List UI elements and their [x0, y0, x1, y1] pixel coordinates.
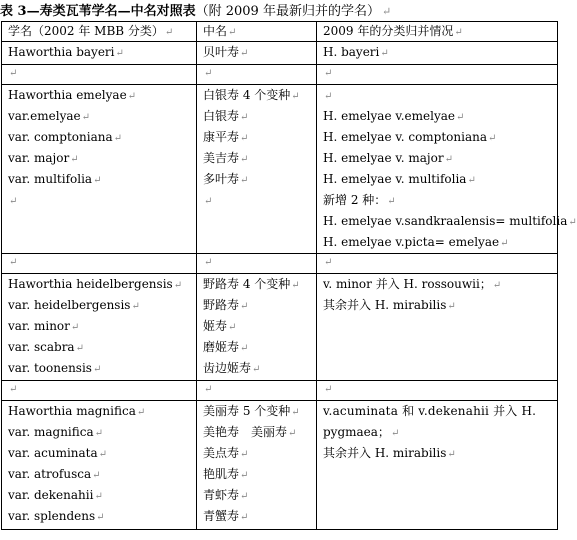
paragraph-mark-icon: ↵ — [240, 491, 249, 502]
paragraph-mark-icon: ↵ — [240, 449, 249, 460]
paragraph-mark-icon: ↵ — [164, 27, 174, 38]
name-comparison-table — [1, 21, 577, 530]
paragraph-mark-icon: ↵ — [454, 27, 463, 38]
paragraph-mark-icon: ↵ — [252, 364, 261, 375]
caption-note: （附 2009 年最新归并的学名） — [195, 4, 380, 19]
paragraph-mark-icon: ↵ — [204, 257, 213, 268]
bayeri-scientific-cell: Haworthia bayeri↵ — [2, 42, 197, 65]
paragraph-mark-icon: ↵ — [387, 196, 396, 207]
emelyae-merge-cell: ↵ H. emelyae v.emelyae↵ H. emelyae v. comptoniana↵ H. emelyae v. major↵ H. emelyae v. multifolia↵ 新增 2 种：↵ H. emelyae v.sandkraalensis= multifolia↵ H. emelyae v.picta= emelyae↵ — [317, 85, 558, 254]
table-row — [2, 274, 558, 381]
magnifica-merge-cell: v.acuminata 和 v.dekenahii 并入 H. pygmaea；↵ 其余并入 H. mirabilis↵ — [317, 401, 558, 530]
paragraph-mark-icon: ↵ — [204, 196, 213, 207]
emelyae-chinese-cell: 白银寿 4 个变种↵ 白银寿↵ 康平寿↵ 美吉寿↵ 多叶寿↵ ↵ — [197, 85, 317, 254]
paragraph-mark-icon: ↵ — [204, 384, 213, 395]
paragraph-mark-icon: ↵ — [127, 91, 137, 102]
paragraph-mark-icon: ↵ — [390, 428, 400, 439]
magnifica-chinese-cell: 美丽寿 5 个变种↵ 美艳寿 美丽寿↵ 美点寿↵ 艳肌寿↵ 青虾寿↵ 青蟹寿↵ — [197, 401, 317, 530]
header-cell-2009-merge: 2009 年的分类归并情况↵ — [317, 22, 558, 42]
paragraph-mark-icon: ↵ — [240, 133, 249, 144]
paragraph-mark-icon: ↵ — [447, 449, 456, 460]
header-cell-scientific-name: 学名（2002 年 MBB 分类）↵ — [2, 22, 197, 42]
paragraph-mark-icon: ↵ — [324, 91, 333, 102]
paragraph-mark-icon: ↵ — [70, 322, 80, 333]
table-caption — [0, 2, 560, 22]
paragraph-mark-icon: ↵ — [9, 384, 18, 395]
paragraph-mark-icon: ↵ — [9, 68, 18, 79]
paragraph-mark-icon: ↵ — [240, 112, 249, 123]
paragraph-mark-icon: ↵ — [92, 364, 102, 375]
paragraph-mark-icon: ↵ — [324, 384, 333, 395]
paragraph-mark-icon: ↵ — [70, 154, 79, 165]
magnifica-scientific-cell: Haworthia magnifica↵ var. magnifica↵ var. acuminata↵ var. atrofusca↵ var. dekenahii↵ var. splendens↵ — [2, 401, 197, 530]
paragraph-mark-icon: ↵ — [240, 470, 249, 481]
spacer-row — [2, 254, 558, 274]
paragraph-mark-icon: ↵ — [228, 322, 237, 333]
paragraph-mark-icon: ↵ — [115, 48, 124, 59]
paragraph-mark-icon: ↵ — [92, 470, 101, 481]
paragraph-mark-icon: ↵ — [204, 68, 213, 79]
paragraph-mark-icon: ↵ — [240, 154, 249, 165]
table-row — [2, 401, 558, 530]
paragraph-mark-icon: ↵ — [568, 217, 577, 228]
paragraph-mark-icon: ↵ — [131, 301, 140, 312]
paragraph-mark-icon: ↵ — [488, 133, 497, 144]
paragraph-mark-icon: ↵ — [173, 280, 183, 291]
paragraph-mark-icon: ↵ — [93, 175, 102, 186]
paragraph-mark-icon: ↵ — [324, 257, 333, 268]
paragraph-mark-icon: ↵ — [492, 280, 502, 291]
paragraph-mark-icon: ↵ — [96, 512, 105, 523]
paragraph-mark-icon: ↵ — [288, 428, 297, 439]
emelyae-scientific-cell: Haworthia emelyae↵ var.emelyae↵ var. comptoniana↵ var. major↵ var. multifolia↵ ↵ — [2, 85, 197, 254]
paragraph-mark-icon: ↵ — [240, 301, 249, 312]
paragraph-mark-icon: ↵ — [9, 196, 18, 207]
paragraph-mark-icon: ↵ — [324, 68, 333, 79]
caption-title: —寿类瓦苇学名—中名对照表 — [26, 4, 196, 19]
heidelbergensis-merge-cell: v. minor 并入 H. rossouwii；↵ 其余并入 H. mirabilis↵ — [317, 274, 558, 381]
paragraph-mark-icon: ↵ — [94, 428, 104, 439]
paragraph-mark-icon: ↵ — [291, 280, 300, 291]
paragraph-mark-icon: ↵ — [9, 257, 18, 268]
paragraph-mark-icon: ↵ — [136, 407, 146, 418]
paragraph-mark-icon: ↵ — [240, 175, 249, 186]
paragraph-mark-icon: ↵ — [444, 154, 453, 165]
spacer-row — [2, 381, 558, 401]
heidelbergensis-scientific-cell: Haworthia heidelbergensis↵ var. heidelbergensis↵ var. minor↵ var. scabra↵ var. toonensis↵ — [2, 274, 197, 381]
paragraph-mark-icon: ↵ — [291, 407, 300, 418]
paragraph-mark-icon: ↵ — [380, 48, 389, 59]
paragraph-mark-icon: ↵ — [240, 343, 249, 354]
paragraph-mark-icon: ↵ — [81, 112, 91, 123]
paragraph-mark-icon: ↵ — [98, 449, 108, 460]
bayeri-chinese-cell: 贝叶寿↵ — [197, 42, 317, 65]
table-row — [2, 85, 558, 254]
bayeri-merge-cell: H. bayeri↵ — [317, 42, 558, 65]
paragraph-mark-icon: ↵ — [240, 48, 249, 59]
paragraph-mark-icon: ↵ — [447, 301, 456, 312]
spacer-row — [2, 65, 558, 85]
paragraph-mark-icon: ↵ — [456, 112, 465, 123]
paragraph-mark-icon: ↵ — [291, 91, 300, 102]
caption-label: 表 3 — [0, 4, 27, 19]
header-cell-chinese-name: 中名↵ — [197, 22, 317, 42]
paragraph-mark-icon: ↵ — [467, 175, 476, 186]
heidelbergensis-chinese-cell: 野路寿 4 个变种↵ 野路寿↵ 姬寿↵ 磨姬寿↵ 齿边姬寿↵ — [197, 274, 317, 381]
paragraph-mark-icon: ↵ — [240, 512, 249, 523]
paragraph-mark-icon: ↵ — [500, 238, 509, 249]
paragraph-mark-icon: ↵ — [113, 133, 123, 144]
paragraph-mark-icon: ↵ — [381, 5, 392, 18]
table-row — [2, 42, 558, 65]
paragraph-mark-icon: ↵ — [228, 27, 237, 38]
header-row — [2, 22, 558, 42]
paragraph-mark-icon: ↵ — [75, 343, 84, 354]
paragraph-mark-icon: ↵ — [94, 491, 103, 502]
